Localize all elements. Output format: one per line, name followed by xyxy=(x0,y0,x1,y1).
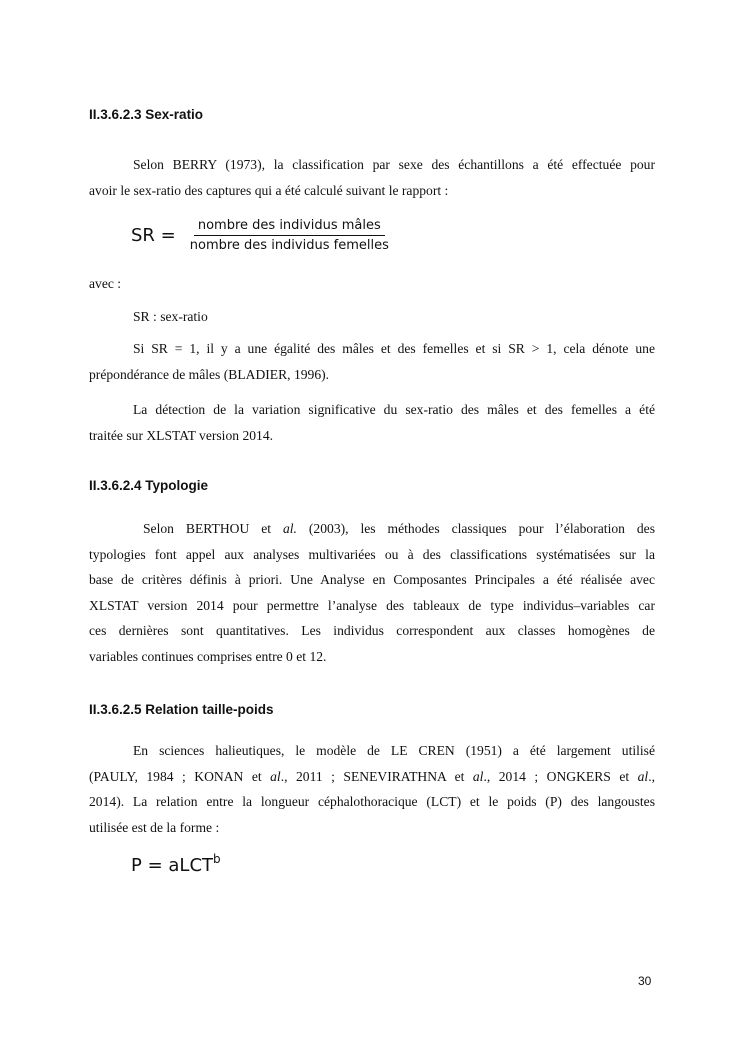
text-line: base de critères définis à priori. Une Analyse en Composantes Principales a été réalisée avec xyxy=(89,572,655,588)
page-number: 30 xyxy=(638,974,652,988)
formula-base: P = aLCT xyxy=(131,855,214,876)
text-fragment: ., 2011 ; SENEVIRATHNA et xyxy=(280,768,473,784)
text-line: prépondérance de mâles (BLADIER, 1996). xyxy=(89,366,330,382)
italic-al: al xyxy=(270,768,281,784)
formula-fraction xyxy=(186,218,393,253)
section-heading-sex-ratio: II.3.6.2.3 Sex-ratio xyxy=(89,107,204,122)
formula-exponent: b xyxy=(213,852,221,866)
text-line: La détection de la variation significative du sex-ratio des mâles et des femelles a été xyxy=(133,402,655,417)
text-fragment: ., xyxy=(648,768,655,784)
text-line: XLSTAT version 2014 pour permettre l’analyse des tableaux de type individus–variables car xyxy=(89,597,655,613)
text-line: typologies font appel aux analyses multivariées ou à des classifications systématisées sur la xyxy=(89,546,655,562)
paragraph-sex-ratio-xlstat xyxy=(89,397,655,448)
text-line: 2014). La relation entre la longueur céphalothoracique (LCT) et le poids (P) des langoustes xyxy=(89,794,655,810)
text-line: traitée sur XLSTAT version 2014. xyxy=(89,427,274,443)
text-line xyxy=(89,516,655,542)
paragraph-sex-ratio-intro xyxy=(89,152,655,203)
italic-al: al. xyxy=(282,521,297,536)
text-avec: avec : xyxy=(89,276,122,291)
sex-ratio-formula xyxy=(131,213,393,257)
paragraph-sex-ratio-interpretation xyxy=(89,336,655,387)
text-line: variables continues comprises entre 0 et 12. xyxy=(89,648,327,664)
text-line: avoir le sex-ratio des captures qui a été calculé suivant le rapport : xyxy=(89,182,449,198)
formula-numerator: nombre des individus mâles xyxy=(194,218,385,236)
text-line: Selon BERRY (1973), la classification par sexe des échantillons a été effectuée pour xyxy=(133,157,655,172)
text-line: utilisée est de la forme : xyxy=(89,819,220,835)
text-fragment: Selon BERTHOU et xyxy=(143,521,283,536)
formula-denominator: nombre des individus femelles xyxy=(189,237,389,253)
text-line: En sciences halieutiques, le modèle de LE CREN (1951) a été largement utilisé xyxy=(133,743,655,758)
text-fragment: ., 2014 ; ONGKERS et xyxy=(483,768,638,784)
paragraph-typologie xyxy=(89,516,655,670)
text-line: ces dernières sont quantitatives. Les individus correspondent aux classes homogènes de xyxy=(89,623,655,639)
paragraph-taille-poids xyxy=(89,738,655,840)
formula-lhs: SR = xyxy=(131,224,176,246)
italic-al: al xyxy=(637,768,649,784)
text-sr-definition: SR : sex-ratio xyxy=(133,309,208,324)
text-line: Si SR = 1, il y a une égalité des mâles et des femelles et si SR > 1, cela dénote une xyxy=(133,341,655,356)
text-fragment: (2003), les méthodes classiques pour l’élaboration des xyxy=(296,521,655,536)
text-fragment: (PAULY, 1984 ; KONAN et xyxy=(89,768,271,784)
section-heading-typologie: II.3.6.2.4 Typologie xyxy=(89,478,209,493)
section-heading-relation-taille-poids: II.3.6.2.5 Relation taille-poids xyxy=(89,702,274,717)
text-line xyxy=(89,764,655,790)
length-weight-formula xyxy=(131,852,221,876)
italic-al: al xyxy=(472,768,484,784)
